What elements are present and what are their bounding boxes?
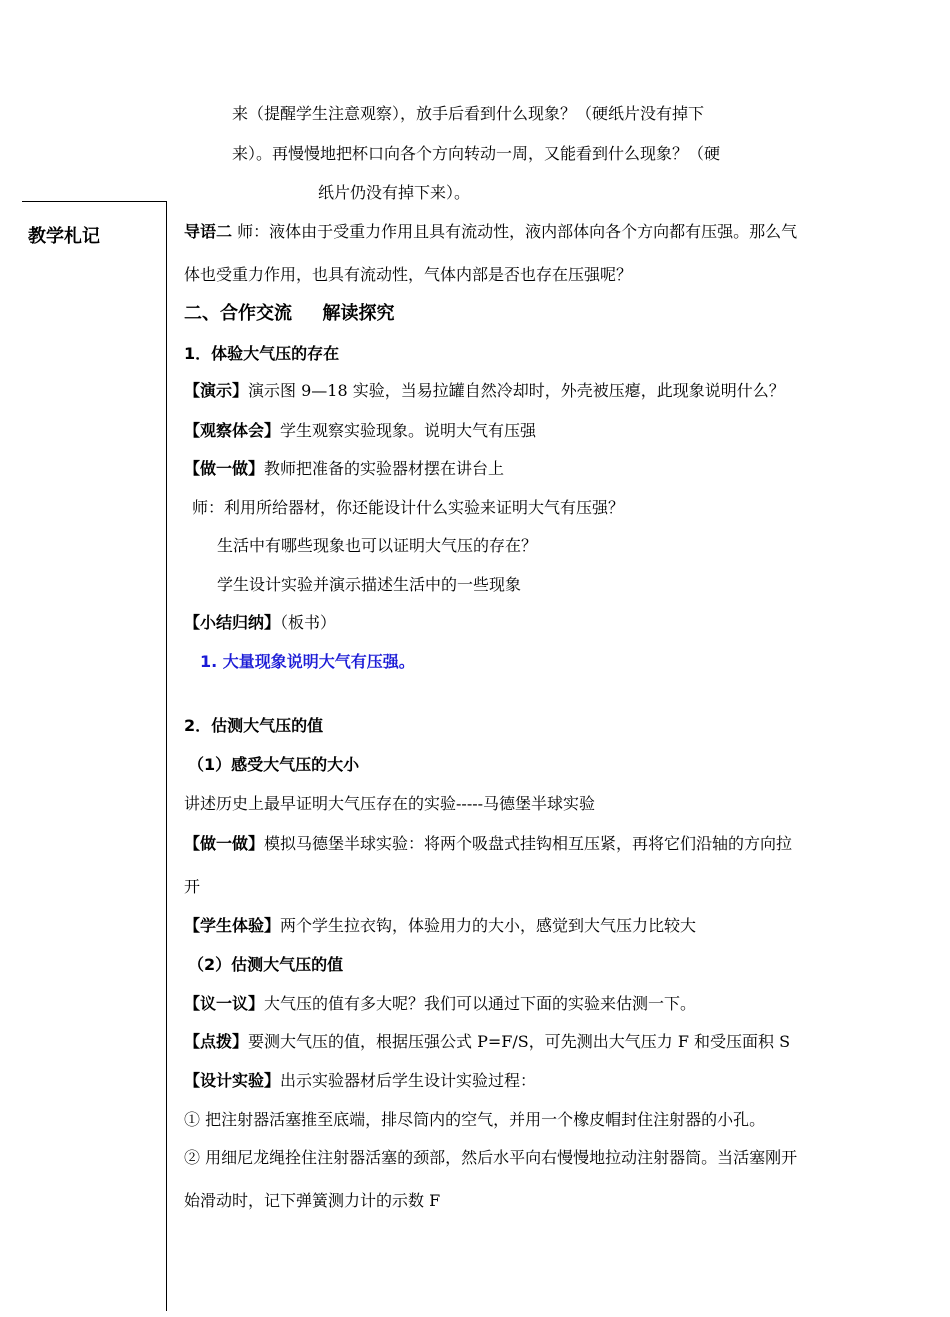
- doit2-label: 【做一做】: [184, 834, 265, 853]
- doit2-text: 模拟马德堡半球实验：将两个吸盘式挂钩相互压紧，再将它们沿轴的方向拉: [264, 834, 793, 853]
- discuss-line: [184, 994, 696, 1014]
- summary-text: （板书）: [280, 613, 337, 632]
- sub2-title: 2．估测大气压的值: [184, 716, 324, 735]
- doit2-line-1: [184, 834, 792, 854]
- observe-label: 【观察体会】: [184, 421, 281, 440]
- table-top-border: [22, 201, 167, 202]
- student-exp-text: 两个学生拉衣钩，体验用力的大小，感觉到大气压力比较大: [280, 916, 697, 935]
- intro-line-2: 来）。再慢慢地把杯口向各个方向转动一周，又能看到什么现象？（硬: [232, 144, 721, 163]
- step2-line-1: ② 用细尼龙绳拴住注射器活塞的颈部，然后水平向右慢慢地拉动注射器筒。当活塞刚开: [184, 1148, 798, 1167]
- sub2-1-title: （1）感受大气压的大小: [188, 755, 360, 774]
- step1-line: ① 把注射器活塞推至底端，排尽筒内的空气，并用一个橡皮帽封住注射器的小孔。: [184, 1110, 766, 1129]
- column-divider: [166, 201, 167, 1311]
- intro-line-3: 纸片仍没有掉下来）。: [318, 183, 471, 202]
- guide2-label: 导语二: [184, 222, 233, 241]
- hint-line: [184, 1032, 790, 1052]
- student-design: 学生设计实验并演示描述生活中的一些现象: [217, 575, 522, 594]
- demo-line: [184, 381, 785, 401]
- guide2-text: 师：液体由于受重力作用且具有流动性，液内部体向各个方向都有压强。那么气: [232, 222, 798, 241]
- history-line: 讲述历史上最早证明大气压存在的实验-----马德堡半球实验: [184, 794, 596, 813]
- guide2-line-2: 体也受重力作用，也具有流动性，气体内部是否也存在压强呢？: [184, 265, 633, 284]
- discuss-label: 【议一议】: [184, 994, 265, 1013]
- observe-text: 学生观察实验现象。说明大气有压强: [280, 421, 537, 440]
- student-exp-line: [184, 916, 696, 936]
- doit2-line-2: 开: [184, 877, 201, 896]
- design-line: [184, 1071, 536, 1091]
- summary-point: 1. 大量现象说明大气有压强。: [200, 652, 415, 671]
- teacher-question: 师：利用所给器材，你还能设计什么实验来证明大气有压强？: [192, 498, 625, 517]
- sub2-2-title: （2）估测大气压的值: [188, 955, 344, 974]
- step2-line-2: 始滑动时，记下弹簧测力计的示数 F: [184, 1191, 441, 1210]
- doit1-text: 教师把准备的实验器材摆在讲台上: [264, 459, 505, 478]
- side-label: 教学札记: [28, 226, 100, 247]
- doit1-line: [184, 459, 504, 479]
- summary-label: 【小结归纳】: [184, 613, 281, 632]
- sub1-title: 1．体验大气压的存在: [184, 344, 340, 363]
- life-question: 生活中有哪些现象也可以证明大气压的存在？: [217, 536, 538, 555]
- design-label: 【设计实验】: [184, 1071, 281, 1090]
- observe-line: [184, 421, 536, 441]
- doit1-label: 【做一做】: [184, 459, 265, 478]
- demo-label: 【演示】: [184, 381, 249, 400]
- guide2-line-1: [184, 222, 797, 242]
- summary-line: [184, 613, 336, 633]
- intro-line-1: 来（提醒学生注意观察），放手后看到什么现象？（硬纸片没有掉下: [232, 104, 705, 123]
- discuss-text: 大气压的值有多大呢？我们可以通过下面的实验来估测一下。: [264, 994, 697, 1013]
- design-text: 出示实验器材后学生设计实验过程：: [280, 1071, 537, 1090]
- demo-text: 演示图 9—18 实验，当易拉罐自然冷却时，外壳被压瘪，此现象说明什么？: [248, 381, 785, 400]
- student-exp-label: 【学生体验】: [184, 916, 281, 935]
- hint-label: 【点拨】: [184, 1032, 249, 1051]
- section2-title: 二、合作交流 解读探究: [184, 303, 395, 324]
- hint-text: 要测大气压的值，根据压强公式 P=F/S，可先测出大气压力 F 和受压面积 S: [248, 1032, 791, 1051]
